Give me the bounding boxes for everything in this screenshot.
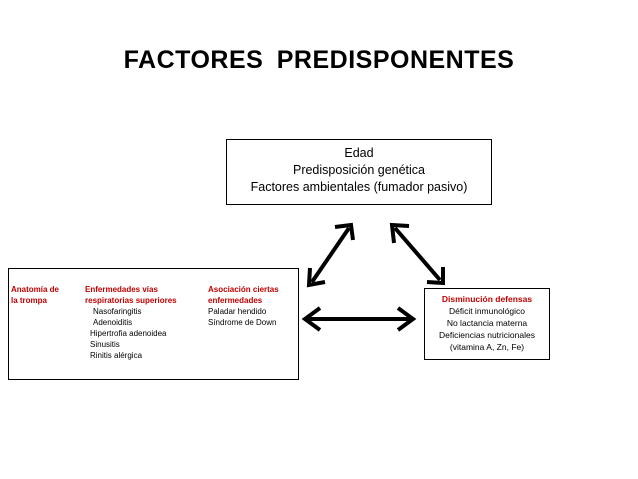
- anatomy-heading-line1: Anatomía de: [11, 285, 60, 294]
- airways-heading-line1: Enfermedades vías: [85, 285, 158, 294]
- defenses-item: No lactancia materna: [446, 318, 528, 328]
- airways-item: Sinusitis: [90, 340, 120, 349]
- arrow-top-left-shaft: [312, 228, 349, 282]
- factor-genetic: Predisposición genética: [292, 163, 426, 177]
- airways-item: Rinitis alérgica: [90, 351, 143, 360]
- association-heading-line2: enfermedades: [208, 296, 263, 305]
- airways-heading-line2: respiratorias superiores: [85, 296, 177, 305]
- defenses-item: Deficiencias nutricionales: [439, 330, 535, 340]
- association-item: Paladar hendido: [208, 307, 267, 316]
- association-item: Síndrome de Down: [208, 318, 277, 327]
- page-title: FACTORES PREDISPONENTES: [123, 46, 515, 74]
- association-heading-line1: Asociación ciertas: [208, 285, 279, 294]
- arrow-top-right-shaft: [395, 228, 440, 280]
- anatomy-heading-line2: la trompa: [11, 296, 48, 305]
- defenses-item: Déficit inmunológico: [448, 306, 526, 316]
- factor-age: Edad: [344, 146, 374, 160]
- factor-environment: Factores ambientales (fumador pasivo): [250, 180, 468, 194]
- defenses-heading: Disminución defensas: [441, 294, 533, 304]
- airways-item: Hipertrofia adenoidea: [90, 329, 167, 338]
- airways-item: Nasofaringitis: [93, 307, 142, 316]
- defenses-item: (vitamina A, Zn, Fe): [449, 342, 525, 352]
- airways-item: Adenoiditis: [93, 318, 133, 327]
